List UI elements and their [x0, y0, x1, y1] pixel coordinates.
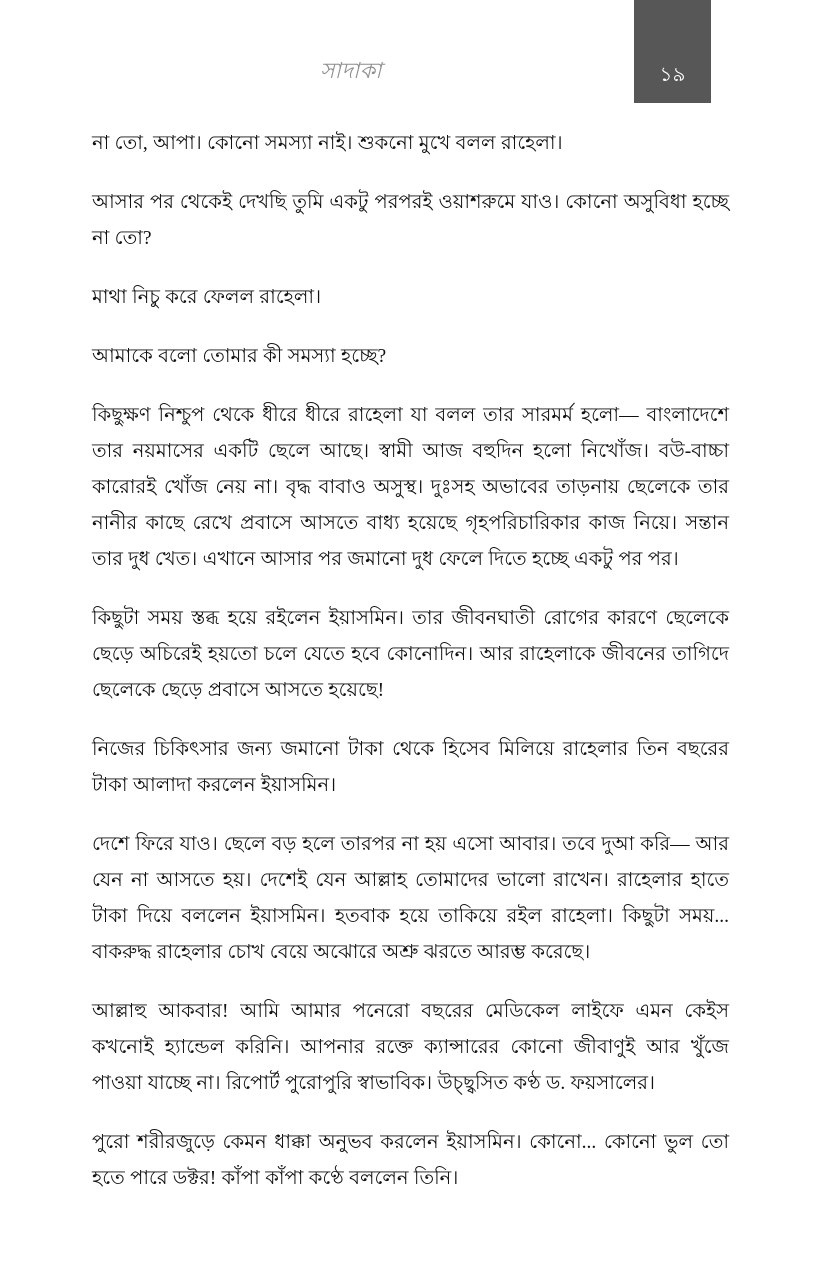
- paragraph: কিছুটা সময় স্তব্ধ হয়ে রইলেন ইয়াসমিন। তার জীবনঘাতী রোগের কারণে ছেলেকে ছেড়ে অচিরেই হয়তো চলে যেতে হবে কোনোদিন। আর রাহেলাকে জীবনের তাগিদে ছেলেকে ছেড়ে প্রবাসে আসতে হয়েছে!: [92, 608, 729, 701]
- body-text-column: [92, 126, 729, 1197]
- paragraph: আমাকে বলো তোমার কী সমস্যা হচ্ছে?: [92, 346, 387, 367]
- paragraph: কিছুক্ষণ নিশ্চুপ থেকে ধীরে ধীরে রাহেলা যা বলল তার সারমর্ম হলো— বাংলাদেশে তার নয়মাসের একটি ছেলে আছে। স্বামী আজ বহুদিন হলো নিখোঁজ। বউ-বাচ্চা কারোরই খোঁজ নেয় না। বৃদ্ধ বাবাও অসুস্থ। দুঃসহ অভাবের তাড়নায় ছেলেকে তার নানীর কাছে রেখে প্রবাসে আসতে বাধ্য হয়েছে গৃহপরিচারিকার কাজ নিয়ে। সন্তান তার দুধ খেত। এখানে আসার পর জমানো দুধ ফেলে দিতে হচ্ছে একটু পর পর।: [92, 405, 729, 570]
- paragraph: না তো, আপা। কোনো সমস্যা নাই। শুকনো মুখে বলল রাহেলা।: [92, 133, 563, 154]
- paragraph: মাথা নিচু করে ফেলল রাহেলা।: [92, 287, 322, 308]
- running-title: সাদাকা: [319, 58, 383, 83]
- paragraph: পুরো শরীরজুড়ে কেমন ধাক্কা অনুভব করলেন ইয়াসমিন। কোনো... কোনো ভুল তো হতে পারে ডক্টর! কাঁপা কাঁপা কণ্ঠে বললেন তিনি।: [92, 1132, 729, 1189]
- paragraph: নিজের চিকিৎসার জন্য জমানো টাকা থেকে হিসেব মিলিয়ে রাহেলার তিন বছরের টাকা আলাদা করলেন ইয়াসমিন।: [92, 739, 729, 796]
- paragraph: আল্লাহু আকবার! আমি আমার পনেরো বছরের মেডিকেল লাইফে এমন কেইস কখনোই হ্যান্ডেল করিনি। আপনার রক্তে ক্যান্সারের কোনো জীবাণুই আর খুঁজে পাওয়া যাচ্ছে না। রিপোর্ট পুরোপুরি স্বাভাবিক। উচ্ছ্বসিত কণ্ঠ ড. ফয়সালের।: [92, 1001, 729, 1094]
- page-header: [0, 0, 822, 103]
- paragraph: দেশে ফিরে যাও। ছেলে বড় হলে তারপর না হয় এসো আবার। তবে দুআ করি— আর যেন না আসতে হয়। দেশেই যেন আল্লাহ তোমাদের ভালো রাখেন। রাহেলার হাতে টাকা দিয়ে বললেন ইয়াসমিন। হতবাক হয়ে তাকিয়ে রইল রাহেলা। কিছুটা সময়... বাকরুদ্ধ রাহেলার চোখ বেয়ে অঝোরে অশ্রু ঝরতে আরম্ভ করেছে।: [92, 834, 729, 963]
- paragraph: আসার পর থেকেই দেখছি তুমি একটু পরপরই ওয়াশরুমে যাও। কোনো অসুবিধা হচ্ছে না তো?: [92, 192, 729, 249]
- folio-block: [634, 0, 711, 103]
- page-number: ১৯: [659, 64, 686, 86]
